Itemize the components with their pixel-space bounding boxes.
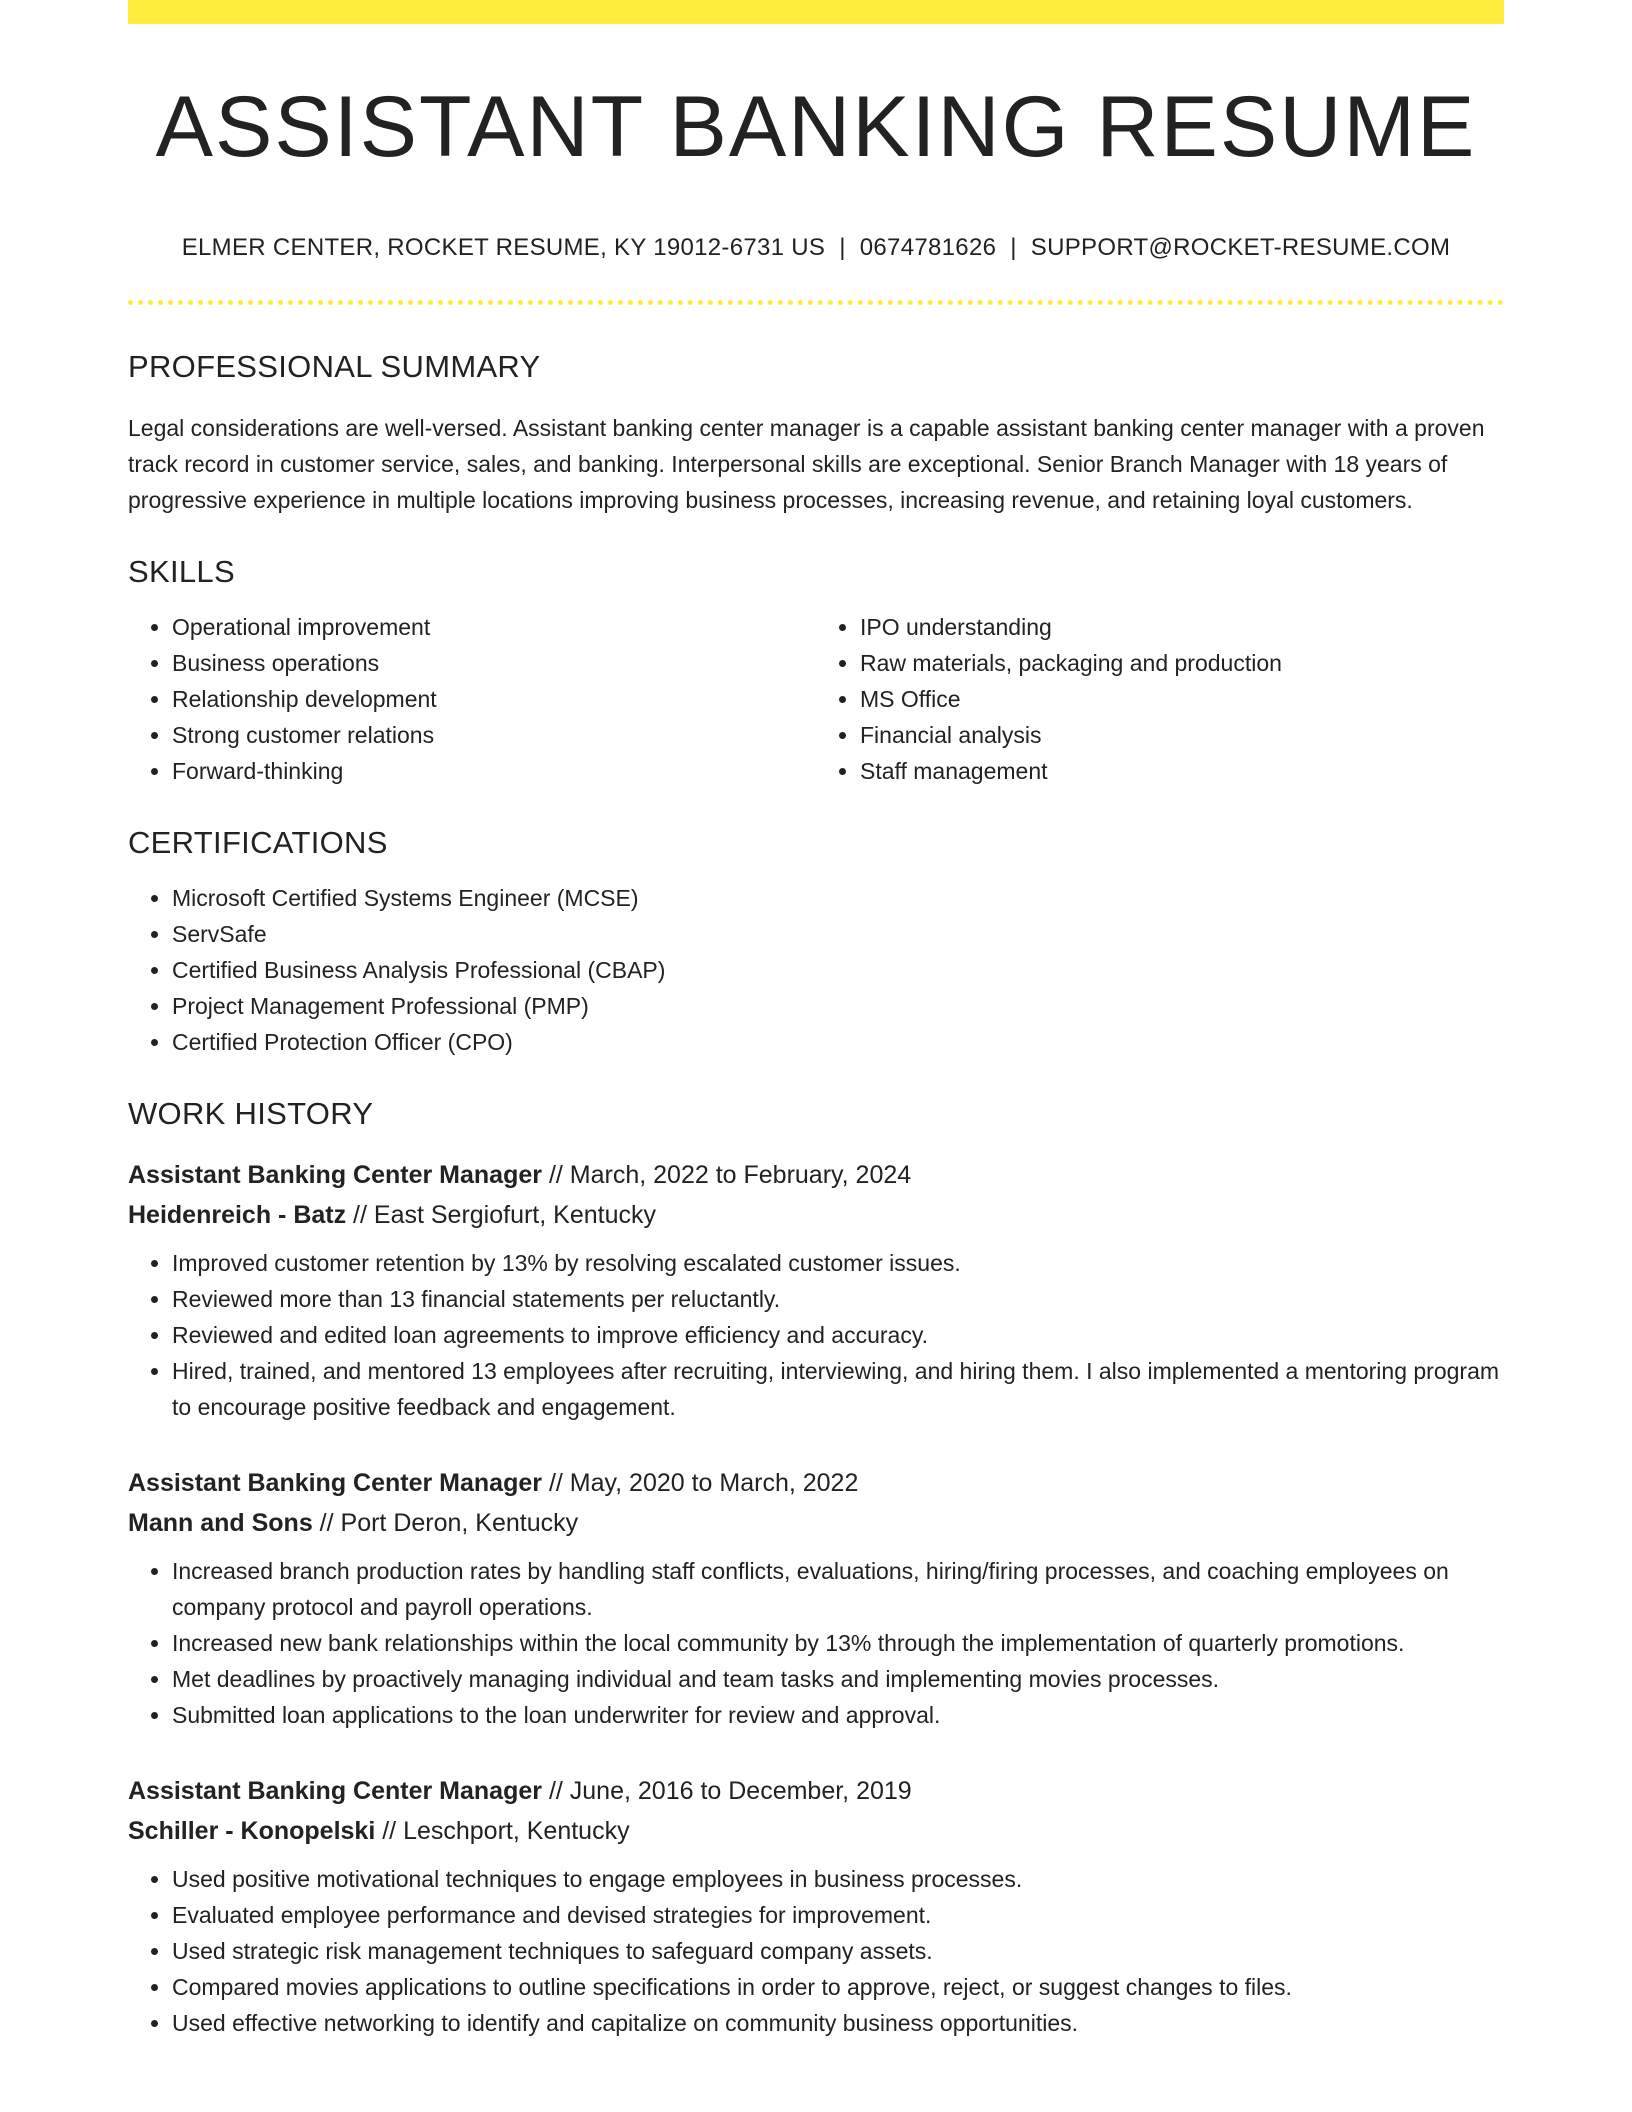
- job-entry: [128, 1155, 1504, 1425]
- certification-item: • Certified Protection Officer (CPO): [172, 1024, 1504, 1060]
- job-dates: // March, 2022 to February, 2024: [542, 1161, 912, 1189]
- job-location: // Leschport, Kentucky: [375, 1817, 630, 1845]
- skills-list-right: [816, 609, 1504, 789]
- job-title-line: [128, 1155, 1504, 1195]
- job-title: Assistant Banking Center Manager: [128, 1469, 542, 1497]
- job-bullets: [128, 1553, 1504, 1733]
- summary-text: Legal considerations are well-versed. Assistant banking center manager is a capable assistant banking center manager with a proven track record in customer service, sales, and banking. Interpersonal skills are exceptional. Senior Branch Manager with 18 years of progressive experience in multiple locations improving business processes, increasing revenue, and retaining loyal customers.: [128, 415, 1485, 513]
- contact-separator: |: [839, 234, 846, 261]
- skill-item: • Staff management: [860, 753, 1504, 789]
- job-bullet: • Reviewed more than 13 financial statements per reluctantly.: [172, 1281, 1504, 1317]
- job-company-line: [128, 1195, 1504, 1235]
- job-entry: [128, 1771, 1504, 2041]
- skill-item: • IPO understanding: [860, 609, 1504, 645]
- job-bullet: • Increased branch production rates by handling staff conflicts, evaluations, hiring/firing processes, and coaching employees on company protocol and payroll operations.: [172, 1553, 1504, 1625]
- job-dates: // June, 2016 to December, 2019: [542, 1777, 912, 1805]
- job-company-line: [128, 1503, 1504, 1543]
- job-bullet: • Compared movies applications to outline specifications in order to approve, reject, or suggest changes to files.: [172, 1969, 1504, 2005]
- dotted-divider: [128, 300, 1504, 305]
- job-entry: [128, 1463, 1504, 1733]
- job-bullet: • Reviewed and edited loan agreements to improve efficiency and accuracy.: [172, 1317, 1504, 1353]
- contact-separator: |: [1010, 234, 1017, 261]
- skill-item: • Forward-thinking: [172, 753, 816, 789]
- resume-page: [128, 0, 1504, 2041]
- job-location: // Port Deron, Kentucky: [312, 1509, 579, 1537]
- contact-address: ELMER CENTER, ROCKET RESUME, KY 19012-6731 US: [181, 234, 826, 261]
- skill-item: • Financial analysis: [860, 717, 1504, 753]
- contact-line: [128, 236, 1504, 260]
- job-company: Schiller - Konopelski: [128, 1817, 376, 1845]
- job-bullet: • Improved customer retention by 13% by resolving escalated customer issues.: [172, 1245, 1504, 1281]
- contact-phone: 0674781626: [859, 234, 997, 261]
- job-bullets: [128, 1245, 1504, 1425]
- certifications-heading: CERTIFICATIONS: [128, 825, 388, 860]
- job-dates: // May, 2020 to March, 2022: [542, 1469, 859, 1497]
- skill-item: • Business operations: [172, 645, 816, 681]
- resume-title: ASSISTANT BANKING RESUME: [155, 79, 1477, 175]
- certification-item: • Certified Business Analysis Professional (CBAP): [172, 952, 1504, 988]
- job-title-line: [128, 1463, 1504, 1503]
- job-bullet: • Increased new bank relationships within the local community by 13% through the implementation of quarterly promotions.: [172, 1625, 1504, 1661]
- skill-item: • Relationship development: [172, 681, 816, 717]
- job-bullet: • Met deadlines by proactively managing individual and team tasks and implementing movies processes.: [172, 1661, 1504, 1697]
- skill-item: • Strong customer relations: [172, 717, 816, 753]
- certification-item: • Microsoft Certified Systems Engineer (MCSE): [172, 880, 1504, 916]
- job-bullet: • Submitted loan applications to the loan underwriter for review and approval.: [172, 1697, 1504, 1733]
- job-bullet: • Evaluated employee performance and devised strategies for improvement.: [172, 1897, 1504, 1933]
- job-bullet: • Used positive motivational techniques to engage employees in business processes.: [172, 1861, 1504, 1897]
- summary-heading: PROFESSIONAL SUMMARY: [128, 349, 541, 384]
- certification-item: • Project Management Professional (PMP): [172, 988, 1504, 1024]
- job-company: Heidenreich - Batz: [128, 1201, 347, 1229]
- job-title-line: [128, 1771, 1504, 1811]
- contact-email: SUPPORT@ROCKET-RESUME.COM: [1030, 234, 1451, 261]
- skill-item: • MS Office: [860, 681, 1504, 717]
- job-title: Assistant Banking Center Manager: [128, 1161, 542, 1189]
- skill-item: • Raw materials, packaging and production: [860, 645, 1504, 681]
- skill-item: • Operational improvement: [172, 609, 816, 645]
- job-bullet: • Hired, trained, and mentored 13 employees after recruiting, interviewing, and hiring them. I also implemented a mentoring program to encourage positive feedback and engagement.: [172, 1353, 1504, 1425]
- top-accent-bar: [128, 0, 1504, 24]
- certifications-list: [128, 880, 1504, 1060]
- job-title: Assistant Banking Center Manager: [128, 1777, 542, 1805]
- work-history-heading: WORK HISTORY: [128, 1096, 374, 1131]
- job-company-line: [128, 1811, 1504, 1851]
- job-bullet: • Used strategic risk management techniques to safeguard company assets.: [172, 1933, 1504, 1969]
- skills-columns: [128, 609, 1504, 789]
- skills-heading: SKILLS: [128, 554, 235, 589]
- certification-item: • ServSafe: [172, 916, 1504, 952]
- skills-list-left: [128, 609, 816, 789]
- job-bullet: • Used effective networking to identify and capitalize on community business opportunities.: [172, 2005, 1504, 2041]
- job-company: Mann and Sons: [128, 1509, 313, 1537]
- job-location: // East Sergiofurt, Kentucky: [346, 1201, 656, 1229]
- job-bullets: [128, 1861, 1504, 2041]
